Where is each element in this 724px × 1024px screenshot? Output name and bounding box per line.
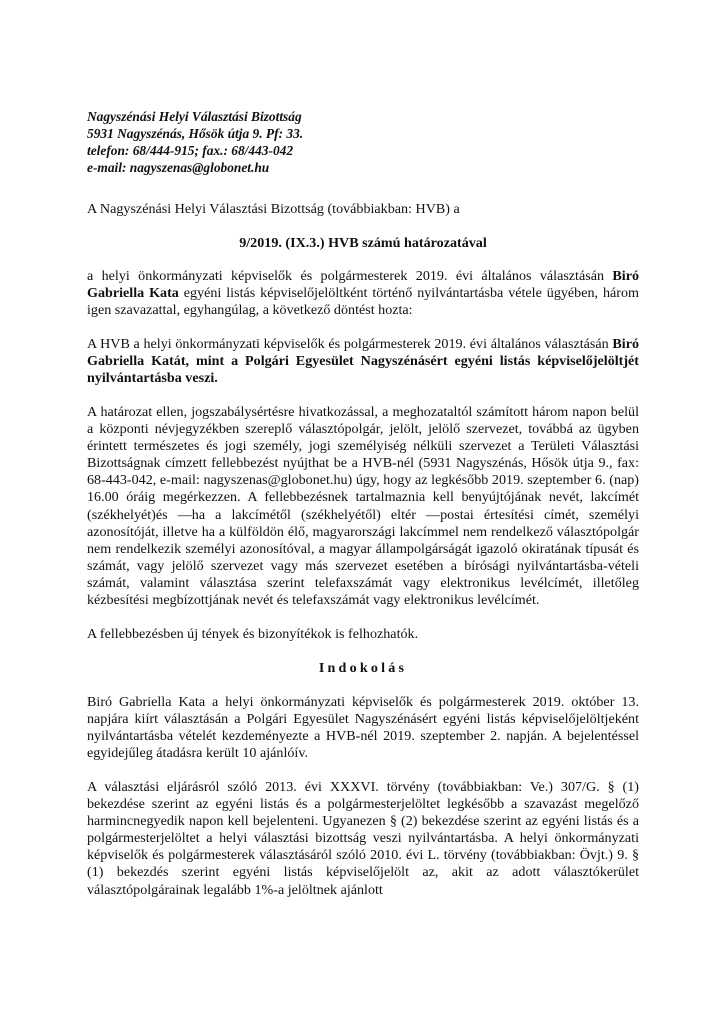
reasoning-paragraph-1: Biró Gabriella Kata a helyi önkormányzati képviselők és polgármesterek 2019. október 13. napjára kiírt választásán a Polgári Egyesület Nagyszénásért egyéni listás képviselőjelöltjeként nyilvántartásba vételét kezdeményezte a HVB-nél 2019. szeptember 2. napján. A bejelentéssel egyidejűleg átadásra került 10 ajánlóív. [87, 694, 639, 762]
decision-paragraph [87, 336, 639, 387]
issuer-header [87, 108, 303, 176]
appeal-paragraph: A határozat ellen, jogszabálysértésre hivatkozással, a meghozataltól számított három napon belül a központi névjegyzékben szereplő választópolgár, jelölt, jelölő szervezet, továbbá az ügyben érintett természetes és jogi személy, jogi személyiség nélküli szervezet a Területi Választási Bizottságnak címzett fellebbezést nyújthat be a HVB-nél (5931 Nagyszénás, Hősök útja 9., fax: 68-443-042, e-mail: nagyszenas@globonet.hu) úgy, hogy az legkésőbb 2019. szeptember 6. (nap) 16.00 óráig megérkezzen. A fellebbezésnek tartalmaznia kell benyújtójának nevét, lakcímét (székhelyét)és —ha a lakcímétől (székhelyétől) eltér —postai értesítési címét, személyi azonosítóját, illetve ha a külföldön élő, magyarországi lakcímmel nem rendelkező választópolgár nem rendelkezik személyi azonosítóval, a magyar állampolgárságát igazoló okiratának típusát és számát, vagy jelölő szervezet vagy más szervezet esetében a bírósági nyilvántartásba-vételi számát, valamint választása szerint telefaxszámát vagy elektronikus levélcímét, illetőleg kézbesítési megbízottjának nevét és telefaxszámát vagy elektronikus levélcímét. [87, 404, 639, 609]
issuer-email: e-mail: nagyszenas@globonet.hu [87, 160, 270, 175]
issuer-name: Nagyszénási Helyi Választási Bizottság [87, 109, 302, 124]
issuer-address: 5931 Nagyszénás, Hősök útja 9. Pf: 33. [87, 126, 304, 141]
decision-text-bold: Biró Gabriella Katát, mint a Polgári Egyesület Nagyszénásért egyéni listás képviselőjelöltjét nyilvántartásba veszi. [87, 336, 639, 387]
reasoning-paragraph-2: A választási eljárásról szóló 2013. évi XXXVI. törvény (továbbiakban: Ve.) 307/G. § (1) bekezdése szerint az egyéni listás és a polgármesterjelöltet legkésőbb a szavazást megelőző harmincnegyedik napon kell bejelenteni. Ugyanezen § (2) bekezdése szerint az egyéni listás és a polgármesterjelöltet a helyi választási bizottság veszi nyilvántartásba. A helyi önkormányzati képviselők és polgármesterek választásáról szóló 2010. évi L. törvény (továbbiakban: Övjt.) 9. § (1) bekezdés szerint egyéni listás képviselőjelölt az, akit az adott választókerület választópolgárainak legalább 1%-a jelöltnek ajánlott [87, 779, 639, 898]
intro-line: A Nagyszénási Helyi Választási Bizottság (továbbiakban: HVB) a [87, 201, 460, 217]
decision-context-text-b: egyéni listás képviselőjelöltként történő nyilvántartásba vétele ügyében, három igen szavazattal, egyhangúlag, a következő döntést hozta: [87, 285, 639, 319]
appeal-evidence-line: A fellebbezésben új tények és bizonyítékok is felhozhatók. [87, 626, 419, 642]
decision-text-a: A HVB a helyi önkormányzati képviselők és polgármesterek 2019. évi általános választásán [87, 336, 613, 352]
issuer-phone-fax: telefon: 68/444-915; fax.: 68/443-042 [87, 143, 294, 158]
candidate-name: Biró Gabriella Kata [87, 268, 639, 302]
decision-context-paragraph [87, 268, 639, 319]
decision-context-text-a: a helyi önkormányzati képviselők és polgármesterek 2019. évi általános választásán [87, 268, 613, 284]
resolution-title: 9/2019. (IX.3.) HVB számú határozatával [239, 235, 487, 251]
reasoning-title: Indokolás [318, 660, 408, 676]
